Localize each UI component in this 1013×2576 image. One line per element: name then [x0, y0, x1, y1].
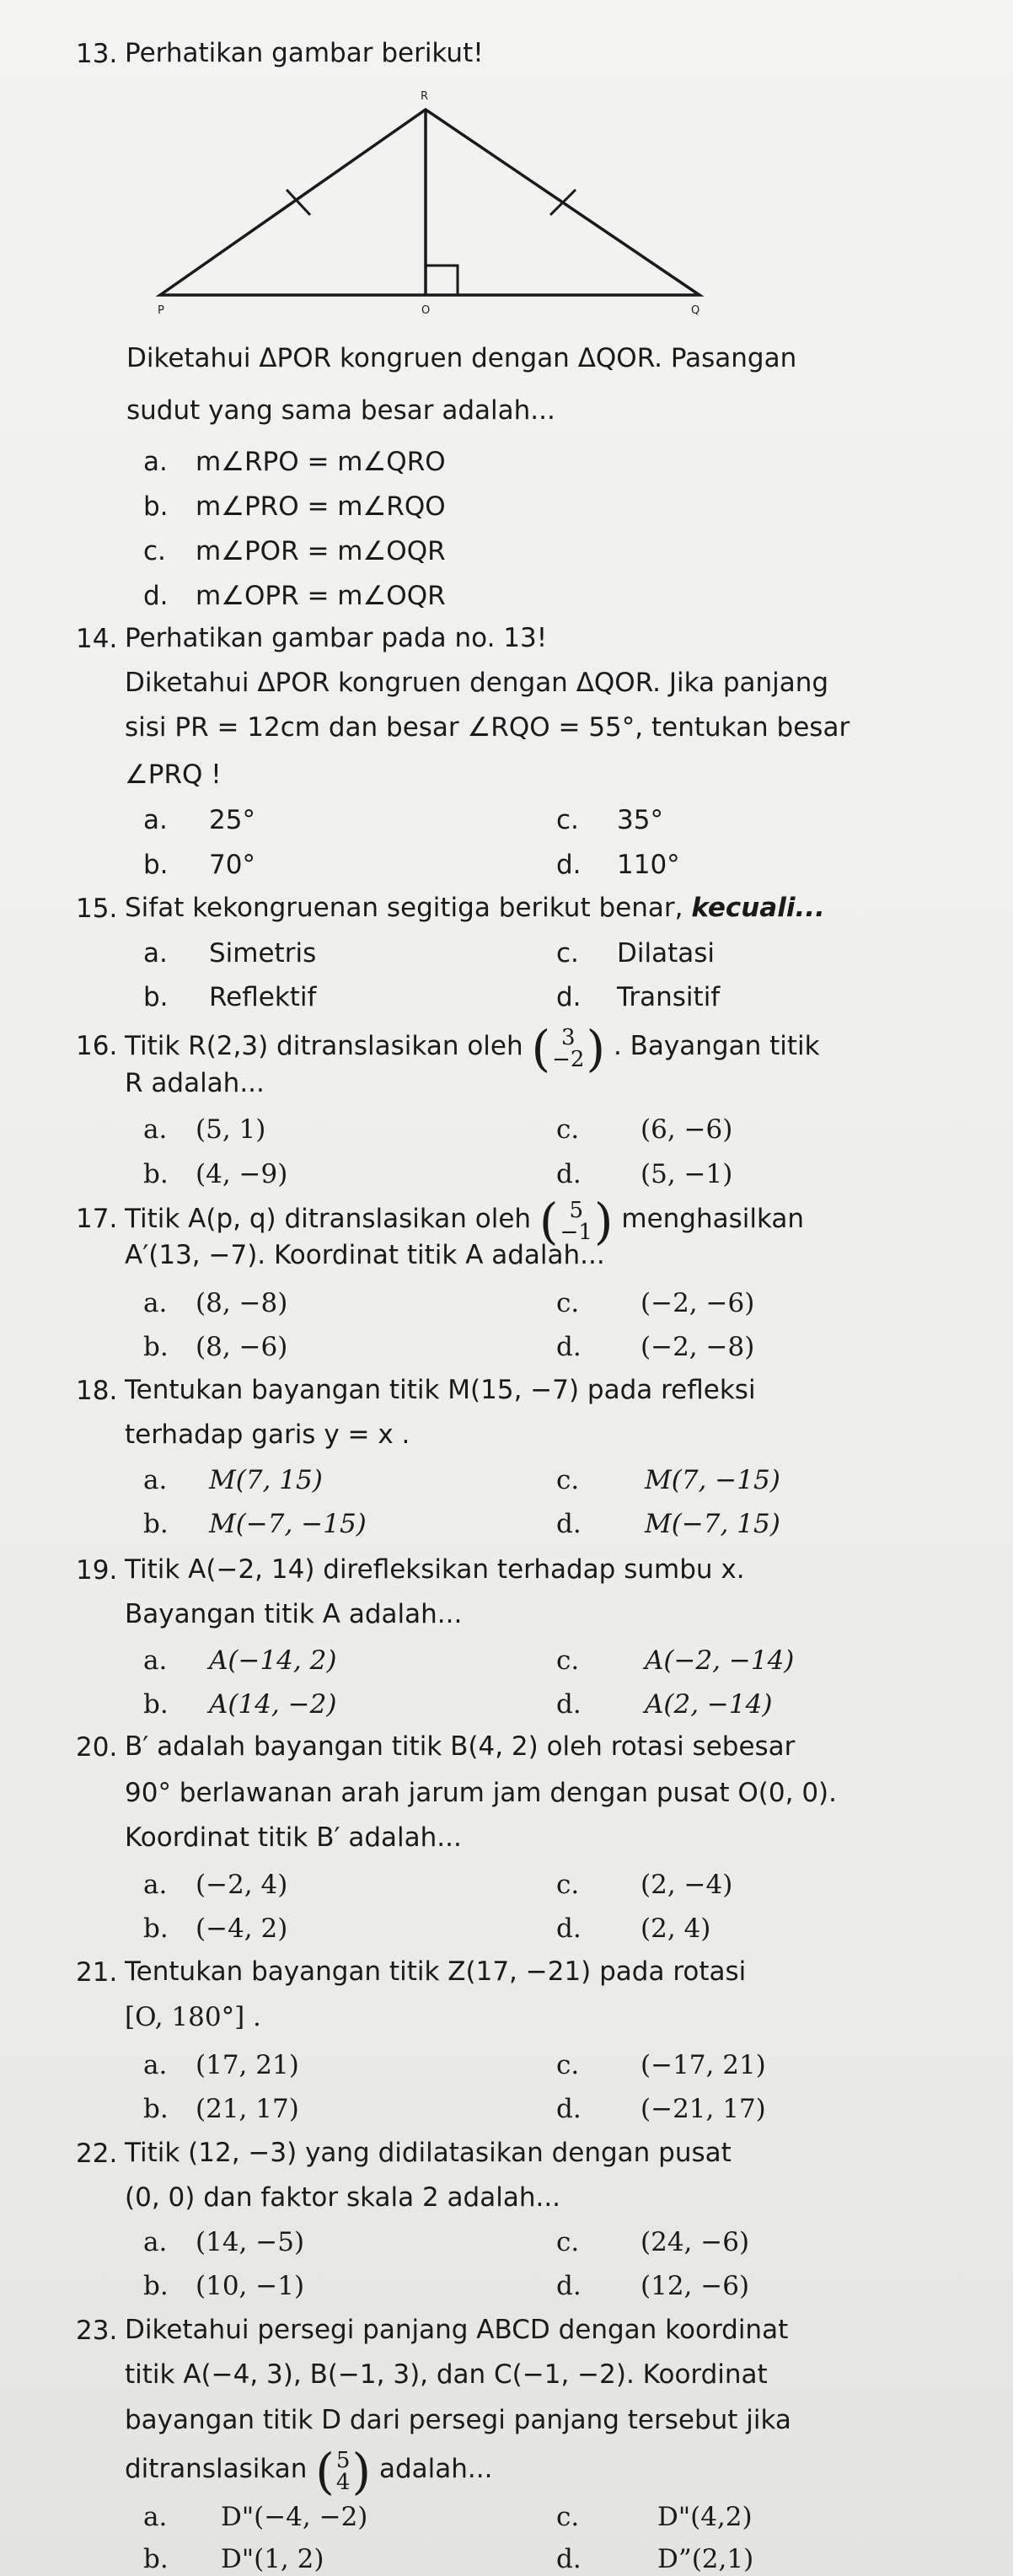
q16-post: . Bayangan titik — [613, 1031, 820, 1061]
q15-option-b[interactable]: Reflektif — [209, 982, 317, 1012]
q14-line-2: sisi PR = 12cm dan besar ∠RQO = 55°, tentukan besar — [125, 712, 850, 743]
q14-line-3: ∠PRQ ! — [125, 759, 222, 790]
q16-option-d[interactable]: (5, −1) — [640, 1159, 733, 1189]
q14-option-a[interactable]: 25° — [209, 805, 255, 835]
q21-line-2: [O, 180°] . — [125, 2002, 261, 2032]
q19-option-b[interactable]: A(14, −2) — [209, 1689, 337, 1720]
q19-line-1: Titik A(−2, 14) direfleksikan terhadap sumbu x. — [125, 1554, 745, 1585]
q14-option-a-letter: a. — [143, 805, 168, 835]
q22-option-d-letter: d. — [556, 2271, 582, 2301]
q15-option-a-letter: a. — [143, 938, 168, 969]
q18-option-c[interactable]: M(7, −15) — [645, 1465, 780, 1495]
q14-option-c[interactable]: 35° — [617, 805, 663, 835]
q23-line-4 — [125, 2434, 492, 2505]
q23-post: adalah... — [378, 2454, 493, 2484]
q20-option-a[interactable]: (−2, 4) — [196, 1870, 288, 1900]
q21-option-d[interactable]: (−21, 17) — [640, 2094, 766, 2124]
q15-text: Sifat kekongruenan segitiga berikut benar, — [125, 893, 683, 923]
q22-option-b-letter: b. — [143, 2271, 169, 2301]
q21-option-c[interactable]: (−17, 21) — [640, 2050, 766, 2080]
q19-option-b-letter: b. — [143, 1689, 169, 1720]
q14-option-d-letter: d. — [556, 850, 582, 880]
q14-title: Perhatikan gambar pada no. 13! — [125, 623, 548, 653]
q18-option-b-letter: b. — [143, 1509, 169, 1539]
q23-option-a[interactable]: D"(−4, −2) — [221, 2502, 368, 2532]
q21-option-b[interactable]: (21, 17) — [196, 2094, 299, 2124]
q17-number: 17. — [76, 1204, 118, 1234]
q16-vector-bottom: −2 — [552, 1046, 585, 1072]
q16-option-a-letter: a. — [143, 1114, 168, 1145]
q19-option-d[interactable]: A(2, −14) — [645, 1689, 773, 1720]
q16-option-c[interactable]: (6, −6) — [640, 1114, 733, 1145]
q17-post: menghasilkan — [621, 1204, 805, 1234]
q16-option-d-letter: d. — [556, 1159, 582, 1189]
q17-option-d[interactable]: (−2, −8) — [640, 1332, 755, 1362]
q15-emphasis: kecuali... — [691, 893, 825, 923]
q22-number: 22. — [76, 2139, 118, 2169]
q17-option-c[interactable]: (−2, −6) — [640, 1288, 755, 1318]
q20-option-b-letter: b. — [143, 1913, 169, 1944]
q18-line-2: terhadap garis y = x . — [125, 1419, 410, 1450]
q23-number: 23. — [76, 2316, 118, 2346]
q19-option-a[interactable]: A(−14, 2) — [209, 1645, 337, 1676]
q14-option-b[interactable]: 70° — [209, 850, 255, 880]
q15-question — [125, 894, 825, 924]
q23-option-c[interactable]: D"(4,2) — [657, 2502, 753, 2532]
q20-line-2: 90° berlawanan arah jarum jam dengan pusat O(0, 0). — [125, 1778, 838, 1808]
q17-line-2: A′(13, −7). Koordinat titik A adalah... — [125, 1240, 605, 1270]
q17-option-a[interactable]: (8, −8) — [196, 1288, 288, 1318]
q23-line-1: Diketahui persegi panjang ABCD dengan koordinat — [125, 2315, 789, 2345]
q21-option-c-letter: c. — [556, 2050, 580, 2080]
q23-translation-vector: ( 5 4 ) — [315, 2442, 372, 2500]
q15-option-c[interactable]: Dilatasi — [617, 938, 716, 969]
q18-option-b[interactable]: M(−7, −15) — [209, 1509, 367, 1539]
q20-option-c-letter: c. — [556, 1870, 580, 1900]
q17-option-b[interactable]: (8, −6) — [196, 1332, 288, 1362]
q19-option-d-letter: d. — [556, 1689, 582, 1720]
tick-mark-right — [550, 190, 576, 215]
q21-option-b-letter: b. — [143, 2094, 169, 2124]
q16-line-2: R adalah... — [125, 1068, 265, 1098]
q22-option-c-letter: c. — [556, 2227, 580, 2257]
q23-option-a-letter: a. — [143, 2502, 168, 2532]
q15-option-d[interactable]: Transitif — [617, 982, 721, 1012]
q22-option-b[interactable]: (10, −1) — [196, 2271, 305, 2301]
q22-option-a-letter: a. — [143, 2227, 168, 2257]
q13-option-b-letter: b. — [143, 491, 169, 522]
q13-option-a-letter: a. — [143, 447, 168, 477]
label-P: P — [158, 304, 164, 317]
q16-number: 16. — [76, 1031, 118, 1061]
q23-option-c-letter: c. — [556, 2502, 580, 2532]
q14-option-c-letter: c. — [556, 805, 579, 835]
q18-line-1: Tentukan bayangan titik M(15, −7) pada refleksi — [125, 1375, 756, 1405]
q23-vector-bottom: 4 — [335, 2469, 351, 2495]
q15-option-c-letter: c. — [556, 938, 579, 969]
q17-pre: Titik A(p, q) ditranslasikan oleh — [125, 1204, 532, 1234]
q23-option-b[interactable]: D"(1, 2) — [221, 2544, 324, 2574]
q13-option-d-letter: d. — [143, 581, 169, 611]
q13-option-a[interactable]: m∠RPO = m∠QRO — [196, 447, 446, 477]
q20-option-a-letter: a. — [143, 1870, 168, 1900]
q16-option-c-letter: c. — [556, 1114, 580, 1145]
q17-option-c-letter: c. — [556, 1288, 580, 1318]
q17-option-b-letter: b. — [143, 1332, 169, 1362]
triangle-figure — [135, 84, 725, 337]
q18-number: 18. — [76, 1376, 118, 1406]
label-R: R — [421, 90, 429, 103]
q20-option-c[interactable]: (2, −4) — [640, 1870, 733, 1900]
q16-option-b[interactable]: (4, −9) — [196, 1159, 288, 1189]
q19-number: 19. — [76, 1555, 118, 1586]
q22-line-2: (0, 0) dan faktor skala 2 adalah... — [125, 2182, 561, 2213]
q15-option-d-letter: d. — [556, 982, 582, 1012]
q21-line-1: Tentukan bayangan titik Z(17, −21) pada rotasi — [125, 1956, 747, 1987]
q22-line-1: Titik (12, −3) yang didilatasikan dengan pusat — [125, 2138, 732, 2168]
q15-option-a[interactable]: Simetris — [209, 938, 317, 969]
right-angle-mark — [426, 266, 458, 295]
q18-option-a[interactable]: M(7, 15) — [209, 1465, 323, 1495]
q15-option-b-letter: b. — [143, 982, 169, 1012]
q13-statement-2: sudut yang sama besar adalah... — [126, 395, 555, 426]
q16-translation-vector: ( 3 −2 ) — [531, 1019, 606, 1077]
label-Q: Q — [691, 304, 700, 317]
q22-option-c[interactable]: (24, −6) — [640, 2227, 750, 2257]
q13-option-b[interactable]: m∠PRO = m∠RQO — [196, 491, 446, 522]
q18-option-d[interactable]: M(−7, 15) — [645, 1509, 780, 1539]
q23-line-2: titik A(−4, 3), B(−1, 3), dan C(−1, −2). Koordinat — [125, 2359, 768, 2390]
triangle-outline — [160, 110, 699, 295]
q23-pre: ditranslasikan — [125, 2454, 308, 2484]
q23-option-d[interactable]: D”(2,1) — [657, 2544, 754, 2574]
q23-option-b-letter: b. — [143, 2544, 169, 2574]
q17-vector-bottom: −1 — [560, 1219, 592, 1245]
q21-option-d-letter: d. — [556, 2094, 582, 2124]
q19-option-c[interactable]: A(−2, −14) — [645, 1645, 795, 1676]
q16-vector-top: 3 — [561, 1024, 576, 1050]
q20-line-3: Koordinat titik B′ adalah... — [125, 1822, 462, 1853]
q22-option-a[interactable]: (14, −5) — [196, 2227, 305, 2257]
q13-option-c-letter: c. — [143, 536, 166, 566]
q19-option-c-letter: c. — [556, 1645, 580, 1676]
q14-line-1: Diketahui ΔPOR kongruen dengan ΔQOR. Jika panjang — [125, 668, 829, 698]
q20-option-b[interactable]: (−4, 2) — [196, 1913, 288, 1944]
q22-option-d[interactable]: (12, −6) — [640, 2271, 750, 2301]
q17-vector-top: 5 — [569, 1197, 583, 1223]
q15-number: 15. — [76, 894, 118, 924]
q20-number: 20. — [76, 1732, 118, 1763]
q14-option-b-letter: b. — [143, 850, 169, 880]
q19-line-2: Bayangan titik A adalah... — [125, 1599, 463, 1629]
q19-option-a-letter: a. — [143, 1645, 168, 1676]
label-O: O — [421, 304, 431, 317]
q16-pre: Titik R(2,3) ditranslasikan oleh — [125, 1031, 523, 1061]
q14-number: 14. — [76, 624, 118, 654]
q18-option-d-letter: d. — [556, 1509, 582, 1539]
q17-option-a-letter: a. — [143, 1288, 168, 1318]
q20-option-d-letter: d. — [556, 1913, 582, 1944]
q21-number: 21. — [76, 1957, 118, 1988]
q13-option-d[interactable]: m∠OPR = m∠OQR — [196, 581, 446, 611]
q23-option-d-letter: d. — [556, 2544, 582, 2574]
q21-option-a[interactable]: (17, 21) — [196, 2050, 299, 2080]
q21-option-a-letter: a. — [143, 2050, 168, 2080]
q20-option-d[interactable]: (2, 4) — [640, 1913, 711, 1944]
q16-option-b-letter: b. — [143, 1159, 169, 1189]
q14-option-d[interactable]: 110° — [617, 850, 680, 880]
q20-line-1: B′ adalah bayangan titik B(4, 2) oleh rotasi sebesar — [125, 1731, 796, 1762]
q13-title: Perhatikan gambar berikut! — [125, 38, 484, 68]
q13-option-c[interactable]: m∠POR = m∠OQR — [196, 536, 446, 566]
q13-number: 13. — [76, 39, 118, 69]
q13-statement-1: Diketahui ΔPOR kongruen dengan ΔQOR. Pasangan — [126, 343, 797, 373]
q18-option-c-letter: c. — [556, 1465, 580, 1495]
q18-option-a-letter: a. — [143, 1465, 168, 1495]
q17-translation-vector: ( 5 −1 ) — [539, 1192, 614, 1250]
q23-line-3: bayangan titik D dari persegi panjang tersebut jika — [125, 2405, 791, 2435]
q17-option-d-letter: d. — [556, 1332, 582, 1362]
q23-vector-top: 5 — [335, 2447, 351, 2473]
q16-option-a[interactable]: (5, 1) — [196, 1114, 266, 1145]
